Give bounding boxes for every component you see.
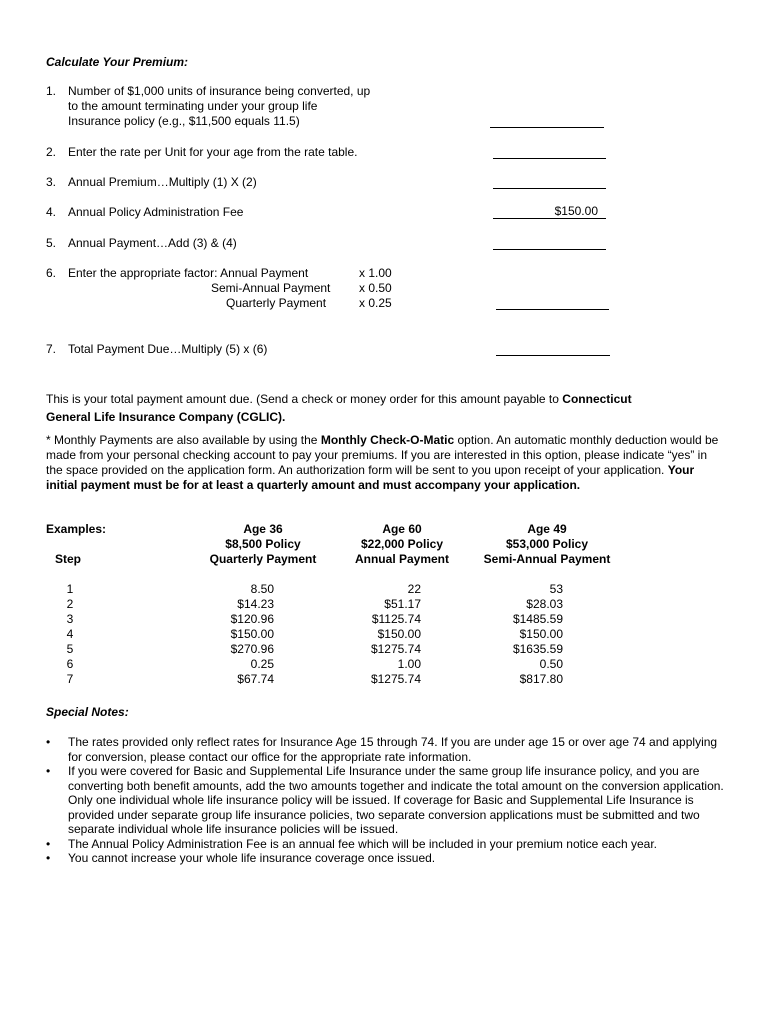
examples-step-header: Step [55, 552, 82, 566]
step-2-answer-field[interactable] [493, 158, 606, 159]
example-value: 8.50 [250, 582, 274, 596]
example-value: $14.23 [237, 597, 274, 611]
step-6-semiannual-factor: x 0.50 [359, 281, 392, 295]
step-6-annual-factor: x 1.00 [359, 266, 392, 280]
step-2-label: Enter the rate per Unit for your age from the rate table. [68, 145, 358, 159]
step-2-number: 2. [46, 145, 57, 159]
step-4-label: Annual Policy Administration Fee [68, 205, 244, 219]
example-value: 0.50 [539, 657, 563, 671]
step-5-answer-field[interactable] [493, 249, 606, 250]
step-6-semiannual-label: Semi-Annual Payment [211, 281, 331, 295]
bullet-icon: • [46, 836, 51, 851]
examples-label: Examples: [46, 522, 107, 536]
list-item: • You cannot increase your whole life insurance coverage once issued. [46, 851, 436, 865]
step-4-fee-field [493, 204, 606, 219]
example-step: 5 [66, 642, 74, 656]
step-6-quarterly-factor: x 0.25 [359, 296, 392, 310]
list-item: • The rates provided only reflect rates for Insurance Age 15 through 74. If you are under age 15 or over age 74 and applying for conversion, please contact our office for the appropriate rate information. [46, 735, 718, 764]
step-7-label: Total Payment Due…Multiply (5) x (6) [68, 342, 268, 356]
list-item: • The Annual Policy Administration Fee is an annual fee which will be included in your premium notice each year. [46, 836, 657, 851]
list-item: • If you were covered for Basic and Supplemental Life Insurance under the same group life insurance policy, and you are converting both benefit amounts, add the two amounts together and indicate the total amount on the conversion application. Only one individual whole life insurance policy will be issued. If coverage for Basic and Supplemental Life Insurance is provided under separate group life insurance policies, two separate conversion applications must be submitted and two separate individual whole life insurance policies will be issued. [46, 764, 724, 836]
step-1-answer-field[interactable] [490, 127, 604, 128]
step-3-label: Annual Premium…Multiply (1) X (2) [68, 175, 257, 189]
example-value: $150.00 [519, 627, 563, 641]
example-value: 22 [407, 582, 421, 596]
step-5-label: Annual Payment…Add (3) & (4) [68, 236, 237, 250]
special-notes-list [46, 735, 726, 866]
step-3-number: 3. [46, 175, 57, 189]
example-value: $270.96 [230, 642, 274, 656]
example-value: $1275.74 [370, 642, 421, 656]
example-value: $1485.59 [512, 612, 563, 626]
step-4-number: 4. [46, 205, 57, 219]
bullet-icon: • [46, 735, 51, 749]
example-step: 4 [66, 627, 74, 641]
example-step: 2 [66, 597, 74, 611]
monthly-payment-note: * Monthly Payments are also available by using the Monthly Check-O-Matic option. An automatic monthly deduction would be made from your personal checking account to pay your premiums. If you are interested in this option, please indicate “yes” in the space provided on the application form. An authorization form will be sent to you upon receipt of your application. Your initial payment must be for at least a quarterly amount and must accompany your application. [46, 433, 719, 492]
page-title: Calculate Your Premium: [46, 55, 189, 69]
example-value: 53 [549, 582, 563, 596]
example-step: 6 [66, 657, 74, 671]
total-payment-note: This is your total payment amount due. (Send a check or money order for this amount payable to Connecticut General Life Insurance Company (CGLIC). [46, 392, 632, 424]
example-col-2-header: Age 60 $22,000 Policy Annual Payment [354, 522, 450, 566]
example-value: $1275.74 [370, 672, 421, 686]
step-5-number: 5. [46, 236, 57, 250]
step-6-quarterly-label: Quarterly Payment [226, 296, 327, 310]
step-1-line-1: Number of $1,000 units of insurance being converted, up [68, 84, 371, 98]
example-col-1-header: Age 36 $8,500 Policy Quarterly Payment [209, 522, 317, 566]
step-7-number: 7. [46, 342, 57, 356]
step-7-answer-field[interactable] [496, 355, 610, 356]
example-value: 1.00 [397, 657, 421, 671]
example-value: $150.00 [377, 627, 421, 641]
step-6-label: Enter the appropriate factor: Annual Payment [68, 266, 309, 280]
step-1-line-3: Insurance policy (e.g., $11,500 equals 11.5) [68, 114, 300, 128]
special-notes-heading: Special Notes: [46, 705, 129, 719]
example-value: $120.96 [230, 612, 274, 626]
example-value: $51.17 [384, 597, 421, 611]
example-value: $1125.74 [371, 612, 421, 626]
step-1-number: 1. [46, 84, 57, 98]
example-step: 1 [66, 582, 74, 596]
step-6-answer-field[interactable] [496, 309, 609, 310]
step-1-line-2: to the amount terminating under your group life [68, 99, 318, 113]
example-col-3-header: Age 49 $53,000 Policy Semi-Annual Payment [483, 522, 611, 566]
step-3-answer-field[interactable] [493, 188, 606, 189]
example-value: $817.80 [519, 672, 563, 686]
example-value: $1635.59 [512, 642, 563, 656]
step-4-fee-value: $150.00 [554, 204, 598, 218]
example-step: 3 [66, 612, 74, 626]
example-value: 0.25 [250, 657, 274, 671]
step-6-number: 6. [46, 266, 57, 280]
example-value: $67.74 [237, 672, 274, 686]
example-value: $150.00 [230, 627, 274, 641]
example-step: 7 [66, 672, 74, 686]
bullet-icon: • [46, 851, 51, 865]
example-value: $28.03 [526, 597, 563, 611]
bullet-icon: • [46, 764, 51, 778]
